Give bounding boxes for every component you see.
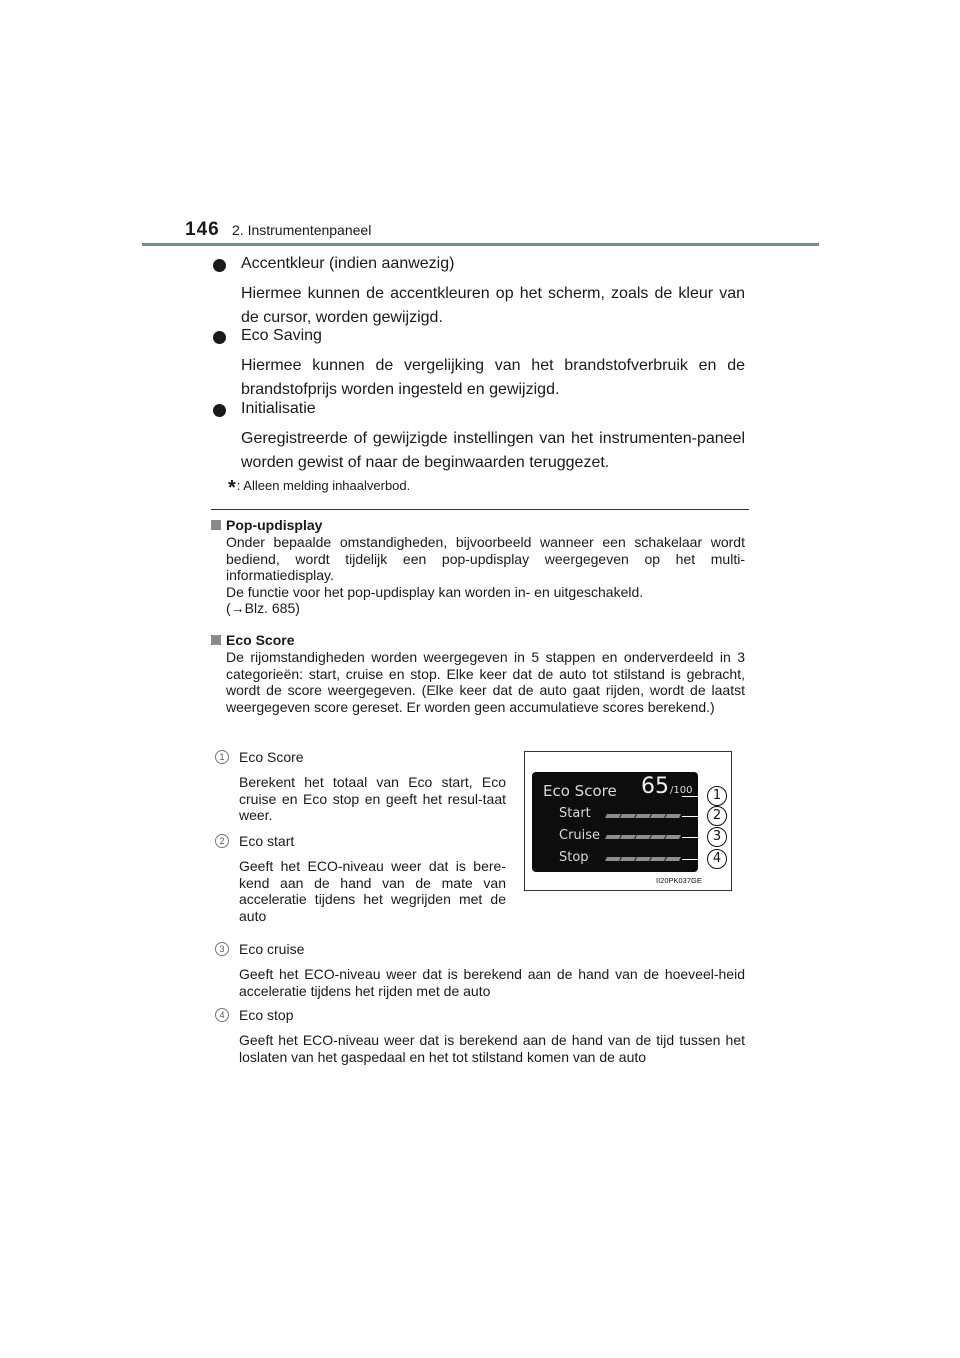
section-rule	[211, 509, 749, 510]
number-circle-icon: 2	[215, 834, 229, 848]
callout-circle-3: 3	[707, 827, 727, 847]
row-label-stop: Stop	[559, 850, 589, 865]
paragraph: De rijomstandigheden worden weergegeven in 5 stappen en onderverdeeld in 3 categorieën: start, cruise en stop. Elke keer dat de auto tot stilstand is gebracht, wordt de score weergegeven. (Elke keer dat de auto gaat rijden, wordt de laatst weergegeven score gereset. Er worden geen accumulatieve scores berekend.)	[226, 649, 745, 715]
level-segment	[635, 814, 651, 818]
square-bullet-icon	[211, 520, 221, 530]
bullet-title: Initialisatie	[241, 400, 316, 417]
callout-line	[682, 837, 698, 838]
row-label-start: Start	[559, 806, 591, 821]
level-segment	[650, 814, 666, 818]
callout-line	[682, 796, 698, 797]
page-number: 146	[185, 219, 220, 240]
level-segment	[620, 814, 636, 818]
footnote-text: : Alleen melding inhaalverbod.	[236, 478, 411, 493]
eco-score-display-title: Eco Score	[543, 782, 617, 800]
square-bullet-icon	[211, 635, 221, 645]
numbered-item-description: Geeft het ECO-niveau weer dat is berekend aan de hand van de hoeveel-heid acceleratie tijdens het rijden met de auto	[239, 966, 745, 999]
level-segment	[650, 835, 666, 839]
section-body-eco-score	[226, 649, 745, 715]
section-heading-text: Pop-updisplay	[226, 517, 323, 533]
number-circle-icon: 4	[215, 1008, 229, 1022]
section-heading-eco-score	[211, 632, 294, 648]
bullet-dot-icon	[213, 404, 226, 417]
number-circle-icon: 3	[215, 942, 229, 956]
callout-circle-4: 4	[707, 849, 727, 869]
level-segment	[650, 857, 666, 861]
bullet-dot-icon	[213, 331, 226, 344]
section-body-popup	[226, 534, 745, 617]
level-segment	[635, 857, 651, 861]
level-segment	[620, 835, 636, 839]
bullet-description: Geregistreerde of gewijzigde instellingen van het instrumenten-paneel worden gewist of naar de beginwaarden teruggezet.	[241, 430, 745, 471]
level-segment	[635, 835, 651, 839]
callout-line	[682, 816, 698, 817]
numbered-item-description: Geeft het ECO-niveau weer dat is berekend aan de hand van de tijd tussen het loslaten van het gaspedaal en het tot stilstand komen van de auto	[239, 1032, 745, 1065]
eco-score-max: /100	[670, 785, 693, 796]
numbered-item-description: Berekent het totaal van Eco start, Eco cruise en Eco stop en geeft het resul-taat weer.	[239, 774, 506, 823]
footnote	[228, 477, 410, 500]
number-circle-icon: 1	[215, 750, 229, 764]
section-heading-text: Eco Score	[226, 632, 295, 648]
bullet-dot-icon	[213, 259, 226, 272]
level-segment	[605, 835, 621, 839]
callout-line	[682, 859, 698, 860]
level-segment	[605, 857, 621, 861]
numbered-item-title: Eco start	[239, 833, 295, 849]
bullet-title: Accentkleur (indien aanwezig)	[241, 255, 455, 272]
level-segment	[605, 814, 621, 818]
bullet-description: Hiermee kunnen de vergelijking van het brandstofverbruik en de brandstofprijs worden ingesteld en gewijzigd.	[241, 357, 745, 398]
paragraph: Onder bepaalde omstandigheden, bijvoorbeeld wanneer een schakelaar wordt bediend, wordt tijdelijk een pop-updisplay weergegeven op het multi-informatiedisplay.	[226, 534, 745, 583]
eco-score-value: 65	[641, 774, 669, 799]
numbered-item-title: Eco stop	[239, 1007, 294, 1023]
paragraph-page-ref: (→Blz. 685)	[226, 600, 300, 616]
level-segment	[665, 835, 681, 839]
numbered-item-title: Eco cruise	[239, 941, 305, 957]
bullet-description: Hiermee kunnen de accentkleuren op het scherm, zoals de kleur van de cursor, worden gewijzigd.	[241, 285, 745, 326]
eco-score-display	[532, 772, 698, 872]
level-segment	[620, 857, 636, 861]
numbered-item-title: Eco Score	[239, 749, 304, 765]
paragraph: De functie voor het pop-updisplay kan worden in- en uitgeschakeld.	[226, 583, 644, 600]
figure-code: II20PK037GE	[656, 876, 702, 885]
section-heading-popup	[211, 517, 322, 533]
header-rule	[142, 243, 819, 246]
callout-circle-1: 1	[707, 786, 727, 806]
numbered-item-description: Geeft het ECO-niveau weer dat is bere-kend aan de hand van de mate van acceleratie tijdens het wegrijden met de auto	[239, 858, 506, 924]
eco-score-figure	[524, 751, 732, 891]
callout-circle-2: 2	[707, 806, 727, 826]
chapter-title: 2. Instrumentenpaneel	[232, 222, 372, 238]
bullet-title: Eco Saving	[241, 327, 322, 344]
level-segment	[665, 814, 681, 818]
footnote-marker: *	[228, 477, 236, 499]
level-segment	[665, 857, 681, 861]
row-label-cruise: Cruise	[559, 828, 601, 843]
